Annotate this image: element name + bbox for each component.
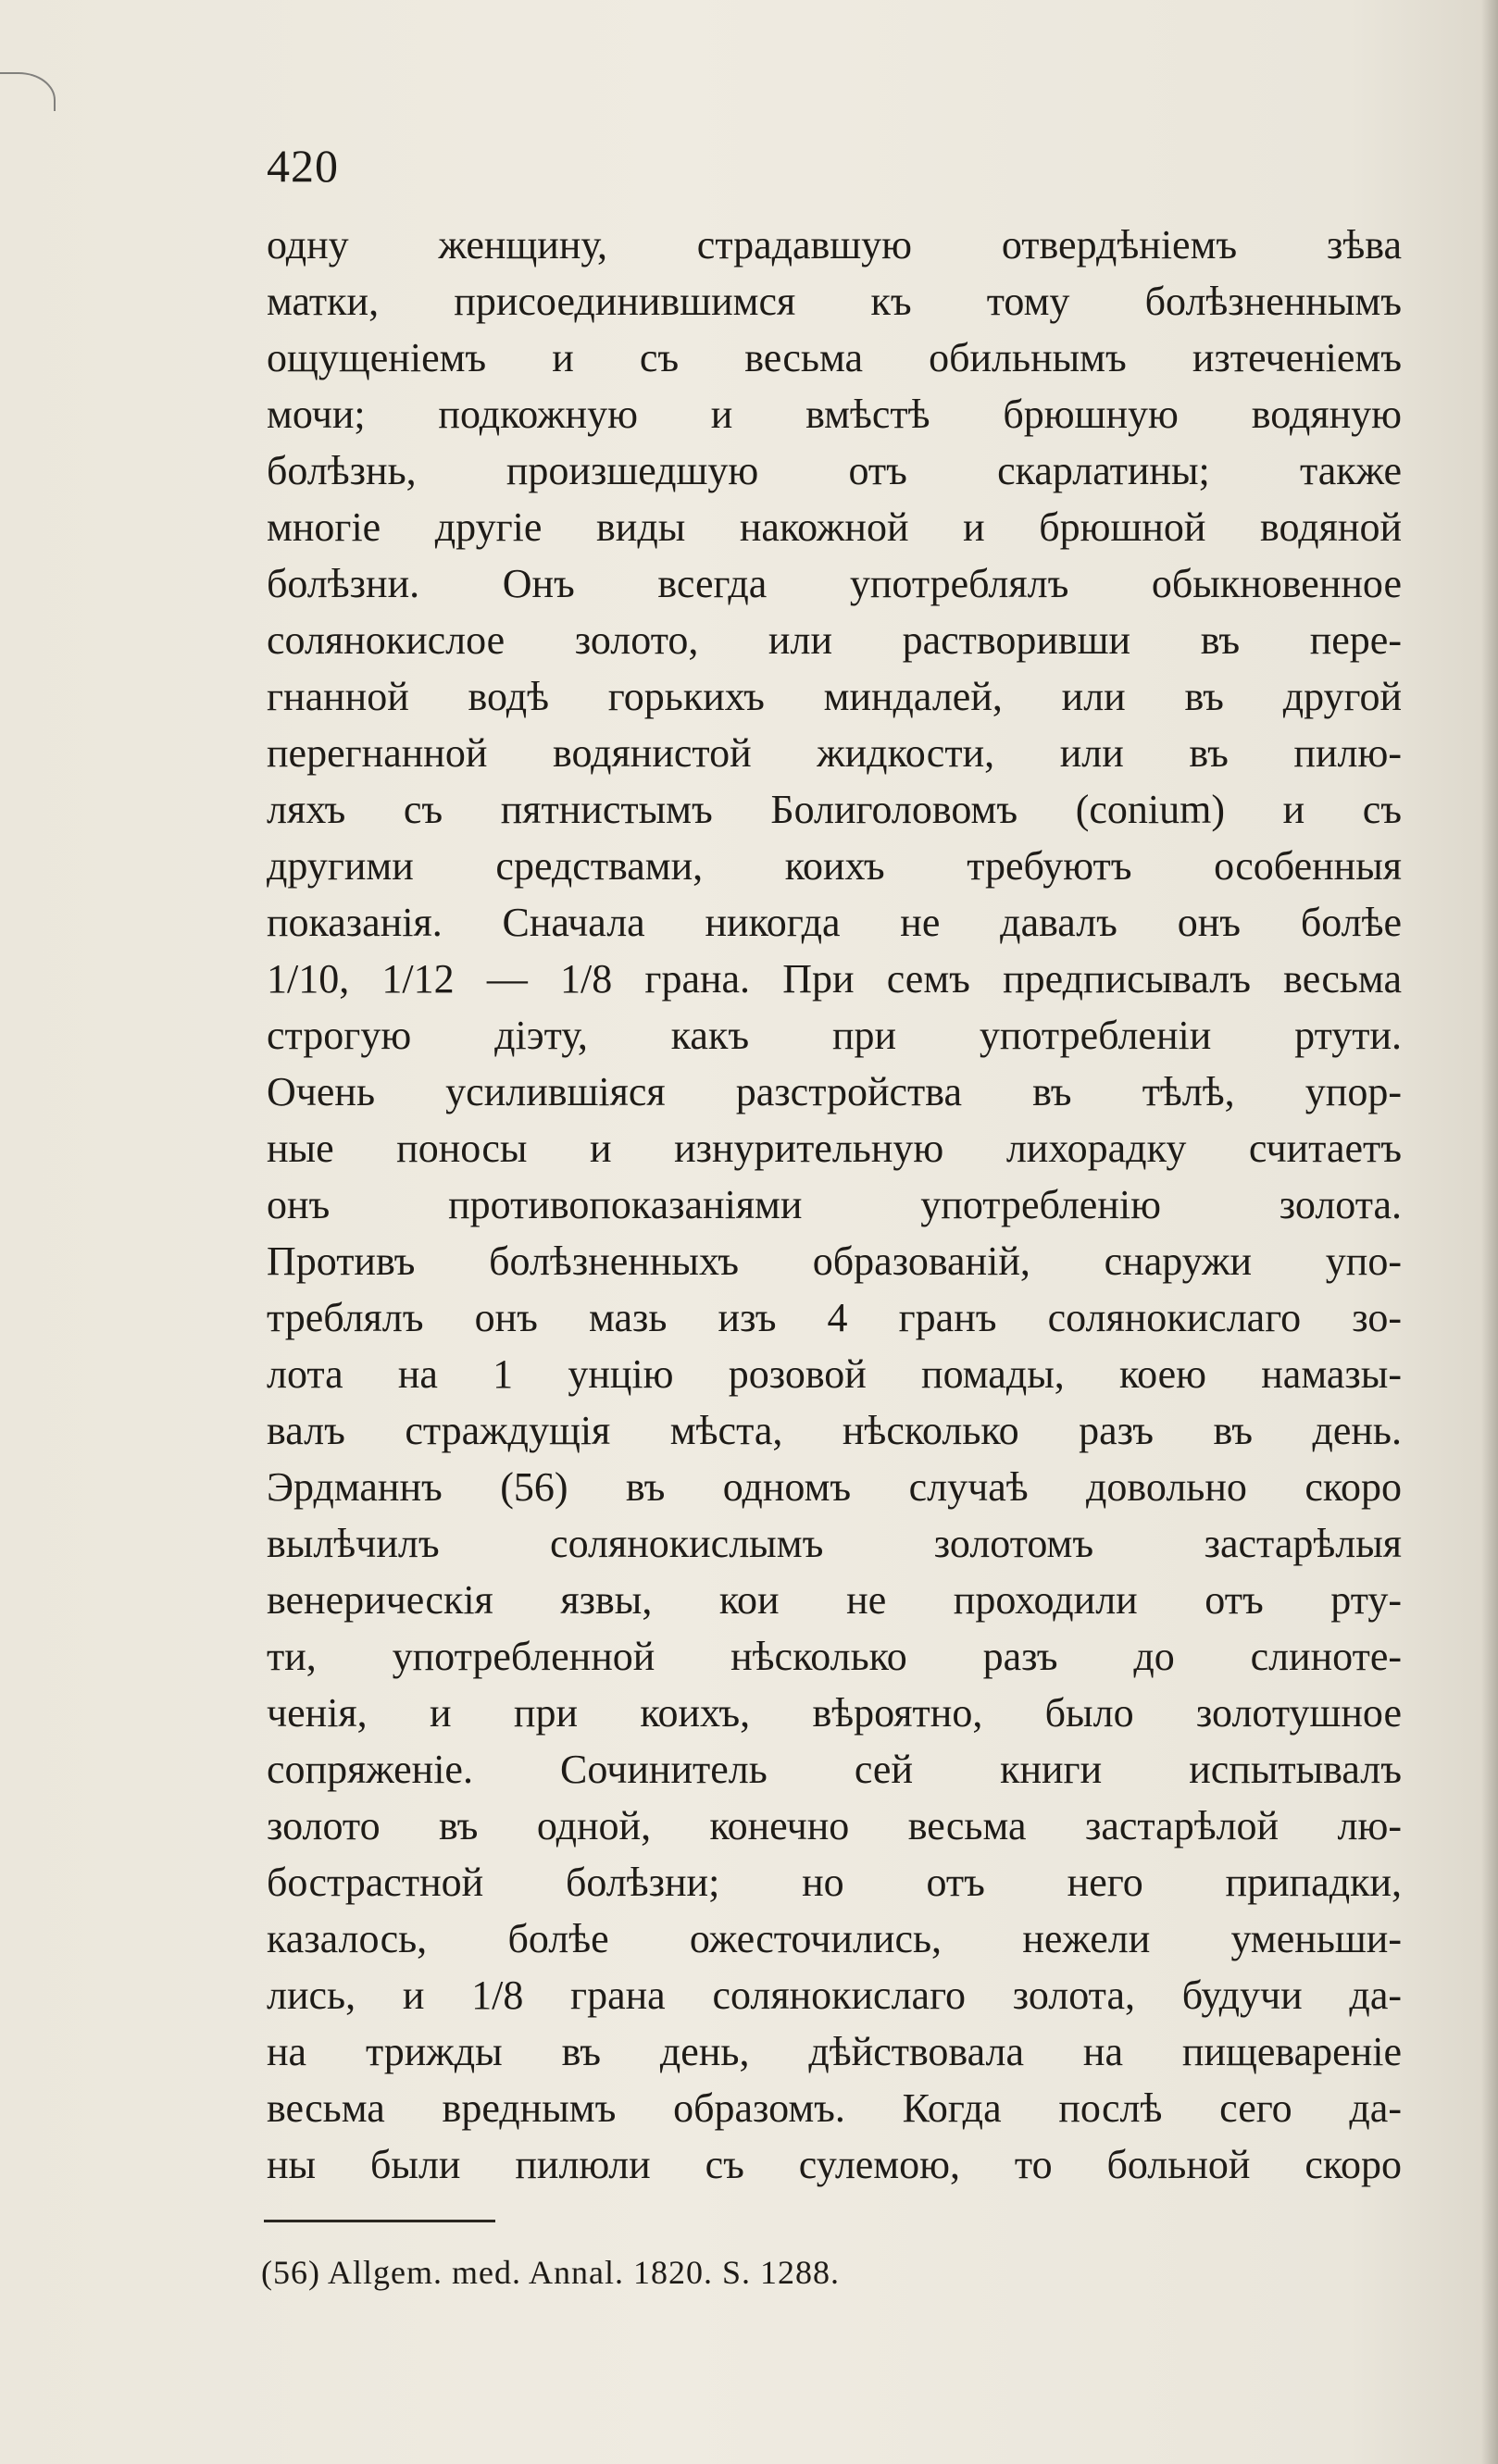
text-line: другими средствами, коихъ требуютъ особенныя xyxy=(267,843,1402,889)
text-line: Эрдманнъ (56) въ одномъ случаѣ довольно скоро xyxy=(267,1464,1402,1510)
text-line: лись, и 1/8 грана солянокислаго золота, будучи да- xyxy=(267,1972,1402,2018)
text-line: одну женщину, страдавшую отвердѣніемъ зѣва xyxy=(267,222,1402,268)
text-line: золото въ одной, конечно весьма застарѣлой лю- xyxy=(267,1803,1402,1848)
footnote-rule xyxy=(264,2220,495,2222)
text-line: ощущеніемъ и съ весьма обильнымъ изтеченіемъ xyxy=(267,335,1402,380)
text-line: болѣзнь, произшедшую отъ скарлатины; также xyxy=(267,448,1402,493)
text-line: на трижды въ день, дѣйствовала на пищевареніе xyxy=(267,2029,1402,2074)
text-line: показанія. Сначала никогда не давалъ онъ болѣе xyxy=(267,900,1402,945)
text-line: мочи; подкожную и вмѣстѣ брюшную водяную xyxy=(267,392,1402,437)
text-line: весьма вреднымъ образомъ. Когда послѣ сего да- xyxy=(267,2085,1402,2131)
text-line: ти, употребленной нѣсколько разъ до слиноте- xyxy=(267,1634,1402,1679)
text-line: ляхъ съ пятнистымъ Болиголовомъ (conium) и съ xyxy=(267,787,1402,832)
text-line: валъ страждущія мѣста, нѣсколько разъ въ день. xyxy=(267,1408,1402,1453)
text-line: венерическія язвы, кои не проходили отъ рту- xyxy=(267,1577,1402,1623)
footnote: (56) Allgem. med. Annal. 1820. S. 1288. xyxy=(261,2254,840,2291)
text-line: вылѣчилъ солянокислымъ золотомъ застарѣлыя xyxy=(267,1521,1402,1566)
text-line: сопряженіе. Сочинитель сей книги испытывалъ xyxy=(267,1747,1402,1792)
text-line: солянокислое золото, или растворивши въ пере- xyxy=(267,617,1402,663)
text-line: казалось, болѣе ожесточились, нежели уменьши- xyxy=(267,1916,1402,1961)
text-line: онъ противопоказаніями употребленію золота. xyxy=(267,1182,1402,1227)
text-line: ченія, и при коихъ, вѣроятно, было золотушное xyxy=(267,1690,1402,1736)
text-line: ные поносы и изнурительную лихорадку считаетъ xyxy=(267,1126,1402,1171)
page-number: 420 xyxy=(267,140,339,192)
text-line: болѣзни. Онъ всегда употреблялъ обыкновенное xyxy=(267,561,1402,606)
text-line: 1/10, 1/12 — 1/8 грана. При семъ предписывалъ весьма xyxy=(267,956,1402,1002)
text-line: многіе другіе виды накожной и брюшной водяной xyxy=(267,504,1402,550)
text-line: строгую діэту, какъ при употребленіи ртути. xyxy=(267,1013,1402,1058)
text-line: Очень усилившіяся разстройства въ тѣлѣ, упор- xyxy=(267,1069,1402,1114)
text-line: Противъ болѣзненныхъ образованій, снаружи упо- xyxy=(267,1238,1402,1284)
text-line: лота на 1 унцію розовой помады, коею намазы- xyxy=(267,1351,1402,1397)
text-line: бострастной болѣзни; но отъ него припадки, xyxy=(267,1860,1402,1905)
text-line: треблялъ онъ мазь изъ 4 гранъ солянокислаго зо- xyxy=(267,1295,1402,1340)
page-edge-shadow xyxy=(1481,0,1498,2464)
text-line: гнанной водѣ горькихъ миндалей, или въ другой xyxy=(267,674,1402,719)
corner-mark xyxy=(0,72,56,111)
body-text xyxy=(267,217,1402,2193)
text-line: ны были пилюли съ сулемою, то больной скоро xyxy=(267,2142,1402,2187)
text-line: матки, присоединившимся къ тому болѣзненнымъ xyxy=(267,279,1402,324)
text-line: перегнанной водянистой жидкости, или въ пилю- xyxy=(267,730,1402,776)
